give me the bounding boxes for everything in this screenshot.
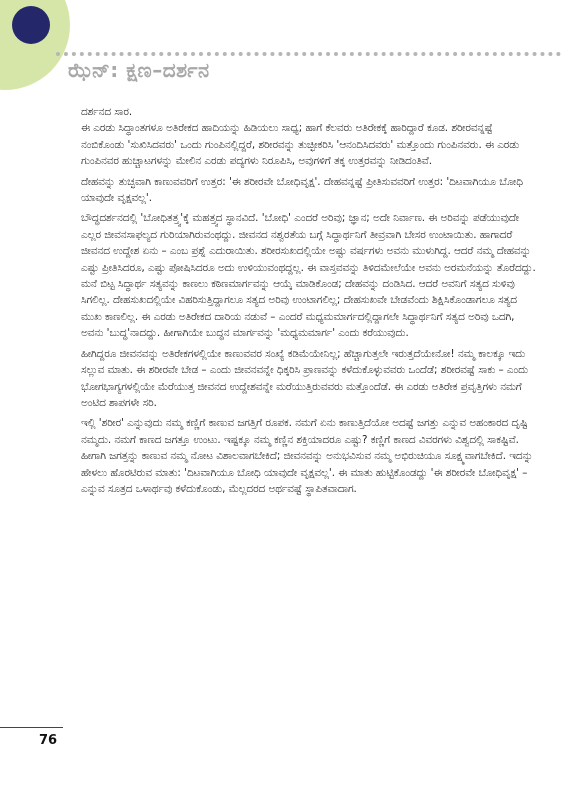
footer-rule: [0, 727, 63, 728]
header-dotted-rule: [56, 52, 561, 56]
body-paragraph: ಹೀಗಿದ್ದರೂ ಜೀವನವನ್ನು ಅತಿರೇಕಗಳಲ್ಲಿಯೇ ಕಾಣುವವರ ಸಂಖ್ಯೆ ಕಡಿಮೆಯೇನಿಲ್ಲ; ಹೆಚ್ಚಾಗುತ್ತಲೇ ಇರುತ್ತದೆಯೇನೋ! ನಮ್ಮ ಕಾಲಕ್ಕೂ ಇದು ಸಲ್ಲುವ ಮಾತು. ಈ ಶರೀರವೇ ಬೇಡ – ಎಂದು ಜೀವನವನ್ನೇ ಧಿಕ್ಕರಿಸಿ ಪ್ರಾಣವನ್ನು ಕಳೆದುಕೊಳ್ಳುವವರು ಒಂದೆಡೆ; ಶರೀರವಷ್ಟೆ ಸಾಕು – ಎಂದು ಭೋಗಭಾಗ್ಯಗಳಲ್ಲಿಯೇ ಮೆರೆಯುತ್ತ ಜೀವನದ ಉದ್ದೇಶವನ್ನೇ ಮರೆಯುತ್ತಿರುವವರು ಮತ್ತೊಂದೆಡೆ. ಈ ಎರಡು ಅತಿರೇಕ ಪ್ರವೃತ್ತಿಗಳು ನಮಗೆ ಅಂಟಿದ ಶಾಪಗಳೇ ಸರಿ.: [81, 347, 529, 409]
body-paragraph: ಬೌದ್ಧದರ್ಶನದಲ್ಲಿ 'ಬೋಧಿತತ್ತ್ವ'ಕ್ಕೆ ಮಹತ್ತ್ವದ ಸ್ಥಾನವಿದೆ. 'ಬೋಧಿ' ಎಂದರೆ ಅರಿವು; ಜ್ಞಾನ; ಅದೇ ನಿರ್ವಾಣ. ಈ ಅರಿವನ್ನು ಪಡೆಯುವುದೇ ಎಲ್ಲರ ಜೀವನಸಾಫಲ್ಯದ ಗುರಿಯಾಗಿರುವಂಥದ್ದು. ಜೀವನದ ನಶ್ವರತೆಯ ಬಗ್ಗೆ ಸಿದ್ಧಾರ್ಥನಿಗೆ ತೀವ್ರವಾಗಿ ಬೇಸರ ಉಂಟಾಯಿತು. ಹಾಗಾದರೆ ಜೀವನದ ಉದ್ದೇಶ ಏನು – ಎಂಬ ಪ್ರಶ್ನೆ ಎದುರಾಯಿತು. ಶರೀರಸುಖದಲ್ಲಿಯೇ ಅಷ್ಟು ವರ್ಷಗಳು ಅವನು ಮುಳುಗಿದ್ದ. ಆದರೆ ನಮ್ಮ ದೇಹವನ್ನು ಎಷ್ಟು ಪ್ರೀತಿಸಿದರೂ, ಎಷ್ಟು ಪೋಷಿಸಿದರೂ ಅದು ಉಳಿಯುವಂಥದ್ದಲ್ಲ. ಈ ವಾಸ್ತವವನ್ನು ತಿಳಿದಮೇಲೆಯೇ ಅವನು ಅರಮನೆಯನ್ನು ತೊರೆದದ್ದು. ಮನೆ ಬಿಟ್ಟ ಸಿದ್ಧಾರ್ಥ ಸತ್ಯವನ್ನು ಕಾಣಲು ಕಠಿಣಮಾರ್ಗವನ್ನು ಆಯ್ಕೆ ಮಾಡಿಕೊಂಡ; ದೇಹವನ್ನು ದಂಡಿಸಿದ. ಆದರೆ ಅವನಿಗೆ ಸತ್ಯದ ಸುಳಿವು ಸಿಗಲಿಲ್ಲ. ದೇಹಸುಖದಲ್ಲಿಯೇ ವಿಹರಿಸುತ್ತಿದ್ದಾಗಲೂ ಸತ್ಯದ ಅರಿವು ಉಂಟಾಗಲಿಲ್ಲ; ದೇಹಸುಖವೇ ಬೇಡವೆಂದು ಶಿಕ್ಷಿಸಿಕೊಂಡಾಗಲೂ ಸತ್ಯದ ಮುಖ ಕಾಣಲಿಲ್ಲ. ಈ ಎರಡು ಅತಿರೇಕದ ದಾರಿಯ ನಡುವೆ – ಎಂದರೆ ಮಧ್ಯಮಮಾರ್ಗದಲ್ಲಿದ್ದಾಗಲೇ ಸಿದ್ಧಾರ್ಥನಿಗೆ ಸತ್ಯದ ಅರಿವು ಒದಗಿ, ಅವನು 'ಬುದ್ಧ'ನಾದದ್ದು. ಹೀಗಾಗಿಯೇ ಬುದ್ಧನ ಮಾರ್ಗವನ್ನು 'ಮಧ್ಯಮಮಾರ್ಗ' ಎಂದು ಕರೆಯುವುದು.: [81, 212, 536, 340]
body-paragraph: ಇಲ್ಲಿ 'ಶರೀರ' ಎನ್ನುವುದು ನಮ್ಮ ಕಣ್ಣಿಗೆ ಕಾಣುವ ಜಗತ್ತಿಗೆ ರೂಪಕ. ನಮಗೆ ಏನು ಕಾಣುತ್ತಿದೆಯೋ ಅದಷ್ಟೆ ಜಗತ್ತು ಎನ್ನುವ ಅಹಂಕಾರದ ದೃಷ್ಟಿ ನಮ್ಮದು. ನಮಗೆ ಕಾಣದ ಜಗತ್ತೂ ಉಂಟು. ಇಷ್ಟಕ್ಕೂ ನಮ್ಮ ಕಣ್ಣಿನ ಶಕ್ತಿಯಾದರೂ ಎಷ್ಟು? ಕಣ್ಣಿಗೆ ಕಾಣದ ವಿವರಗಳು ವಿಶ್ವದಲ್ಲಿ ಸಾಕಷ್ಟಿವೆ. ಹೀಗಾಗಿ ಜಗತ್ತನ್ನು ಕಾಣುವ ನಮ್ಮ ನೋಟ ವಿಶಾಲವಾಗಬೇಕಿದೆ; ಜೀವನವನ್ನು ಅನುಭವಿಸುವ ನಮ್ಮ ಅಭಿರುಚಿಯೂ ಸೂಕ್ಷ್ಮವಾಗಬೇಕಿದೆ. ಇದನ್ನು ಹೇಳಲು ಹೊರಟಿರುವ ಮಾತು: 'ದಿಟವಾಗಿಯೂ ಬೋಧಿ ಯಾವುದೇ ವೃಕ್ಷವಲ್ಲ'. ಈ ಮಾತು ಹುಟ್ಟಿಕೊಂಡದ್ದು 'ಈ ಶರೀರವೇ ಬೋಧಿವೃಕ್ಷ' – ಎನ್ನುವ ಸೂತ್ರದ ಒಳಾರ್ಥವು ಕಳೆದುಕೊಂಡು, ಮೆಲ್ಲದರದ ಅರ್ಥವಷ್ಟೆ ಸ್ಥಾಪಿತವಾದಾಗ.: [81, 417, 533, 495]
body-paragraph: ದರ್ಶನದ ಸಾರ.: [81, 106, 133, 118]
page-number: 76: [39, 733, 58, 748]
body-paragraph: ದೇಹವನ್ನು ತುಚ್ಛವಾಗಿ ಕಾಣುವವರಿಗೆ ಉತ್ತರ: 'ಈ ಶರೀರವೇ ಬೋಧಿವೃಕ್ಷ'. ದೇಹವನ್ನಷ್ಟೆ ಪ್ರೀತಿಸುವವರಿಗೆ ಉತ್ತರ: 'ದಿಟವಾಗಿಯೂ ಬೋಧಿ ಯಾವುದೇ ವೃಕ್ಷವಲ್ಲ'.: [81, 175, 523, 205]
running-header-title: ಝೆನ್: ಕ್ಷಣ–ದರ್ಶನ: [68, 58, 210, 82]
corner-decoration-navy: [12, 6, 50, 44]
page-body: [81, 104, 539, 501]
body-paragraph: ಈ ಎರಡು ಸಿದ್ಧಾಂತಗಳೂ ಅತಿರೇಕದ ಹಾದಿಯನ್ನು ಹಿಡಿಯಲು ಸಾಧ್ಯ; ಹಾಗೆ ಕೆಲವರು ಅತಿರೇಕಕ್ಕೆ ಹಾರಿದ್ದಾರೆ ಕೂಡ. ಶರೀರವನ್ನಷ್ಟೆ ನಂಬಿಕೊಂಡು 'ಸುಖಿಸಿದವರು' ಒಂದು ಗುಂಪಿನಲ್ಲಿದ್ದರೆ, ಶರೀರವನ್ನು ತುಚ್ಛೀಕರಿಸಿ 'ಆನಂದಿಸಿದವರು' ಮತ್ತೊಂದು ಗುಂಪಿನವರು. ಈ ಎರಡು ಗುಂಪಿನವರ ಹುಚ್ಚಾಟಗಳನ್ನು ಮೇಲಿನ ಎರಡು ಪದ್ಯಗಳು ನಿರೂಪಿಸಿ, ಅವುಗಳಿಗೆ ತಕ್ಕ ಉತ್ತರವನ್ನು ನೀಡಿದಂತಿವೆ.: [81, 122, 520, 168]
